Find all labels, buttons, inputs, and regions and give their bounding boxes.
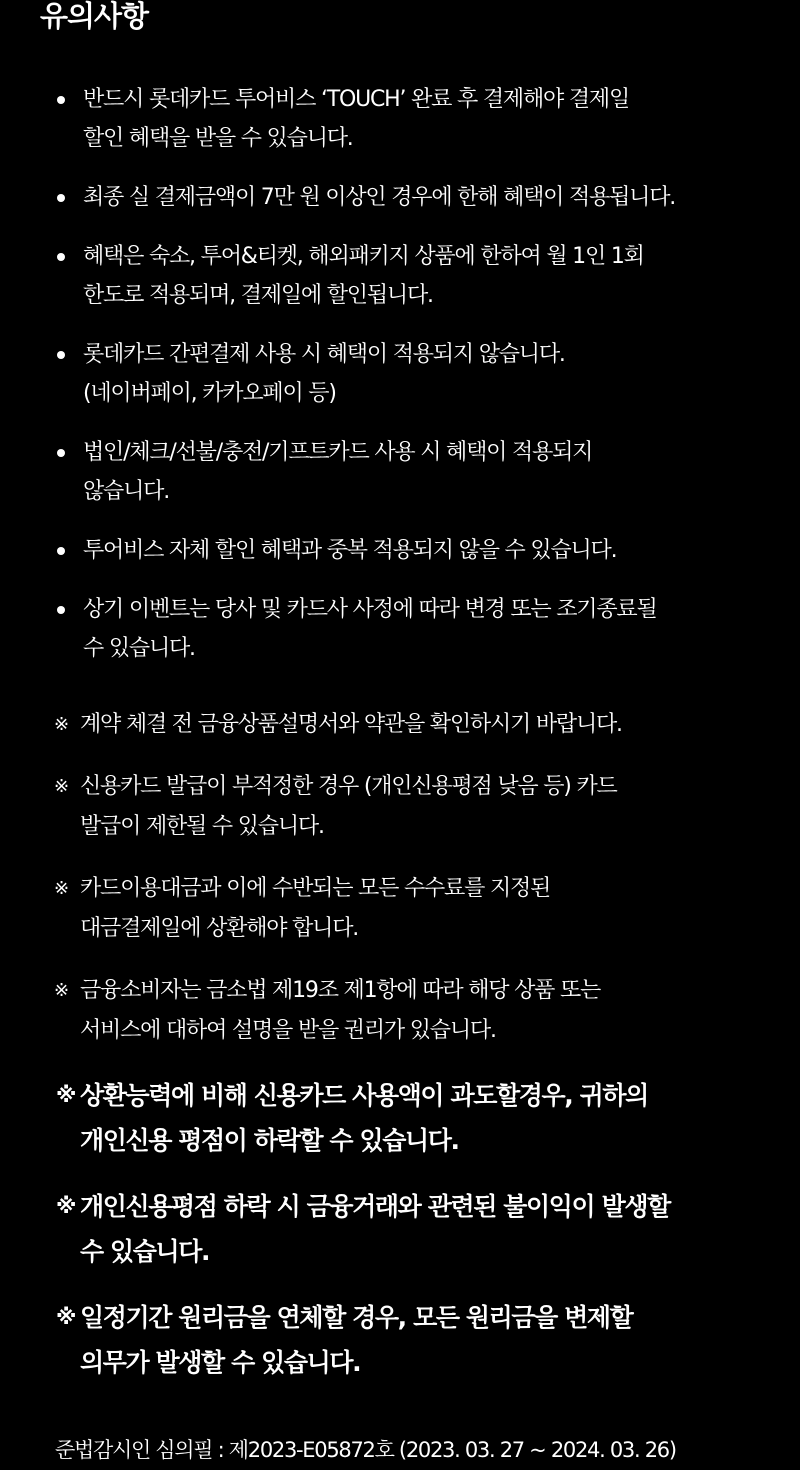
notice-bullet-item <box>0 531 800 570</box>
reference-mark-icon: ※ <box>56 1083 76 1107</box>
bullet-line: 않습니다. <box>83 479 170 504</box>
disclaimer-note <box>0 971 800 1051</box>
warning-line: 개인신용 평점이 하락할 수 있습니다. <box>80 1126 459 1155</box>
bullet-line: 혜택은 숙소, 투어&티켓, 해외패키지 상품에 한하여 월 1인 1회 <box>83 244 644 269</box>
notice-bullet-item <box>0 80 800 158</box>
bullet-line: 반드시 롯데카드 투어비스 ‘TOUCH’ 완료 후 결제해야 결제일 <box>83 87 629 112</box>
reference-mark-icon: ※ <box>56 1305 76 1329</box>
notice-bullet-item <box>0 237 800 315</box>
disclaimer-note <box>0 767 800 847</box>
bullet-line: 투어비스 자체 할인 혜택과 중복 적용되지 않을 수 있습니다. <box>83 538 617 563</box>
warning-note <box>0 1295 800 1385</box>
bullet-line: 수 있습니다. <box>83 636 195 661</box>
bullet-dot-icon <box>57 96 65 104</box>
reference-mark-icon: ※ <box>54 714 68 735</box>
warning-line: 일정기간 원리금을 연체할 경우, 모든 원리금을 변제할 <box>80 1303 633 1332</box>
notice-bullet-list <box>0 80 800 688</box>
warning-line: 상환능력에 비해 신용카드 사용액이 과도할경우, 귀하의 <box>80 1081 648 1110</box>
reference-mark-icon: ※ <box>54 878 68 899</box>
disclaimer-note <box>0 869 800 949</box>
notice-bullet-item <box>0 433 800 511</box>
warning-line: 의무가 발생할 수 있습니다. <box>80 1348 361 1377</box>
note-line: 계약 체결 전 금융상품설명서와 약관을 확인하시기 바랍니다. <box>80 712 622 737</box>
note-line: 대금결제일에 상환해야 합니다. <box>80 916 359 941</box>
bullet-dot-icon <box>57 253 65 261</box>
bullet-dot-icon <box>57 449 65 457</box>
reference-mark-icon: ※ <box>54 980 68 1001</box>
bullet-line: 상기 이벤트는 당사 및 카드사 사정에 따라 변경 또는 조기종료될 <box>83 597 657 622</box>
page-title: 유의사항 <box>40 0 149 33</box>
bullet-dot-icon <box>57 606 65 614</box>
notice-bullet-item <box>0 178 800 217</box>
compliance-approval-text: 준법감시인 심의필 : 제2023-E05872호 (2023. 03. 27 ~ 2024. 03. 26) <box>55 1438 676 1462</box>
warning-note <box>0 1184 800 1274</box>
bullet-dot-icon <box>57 351 65 359</box>
note-line: 신용카드 발급이 부적정한 경우 (개인신용평점 낮음 등) 카드 <box>80 774 617 799</box>
reference-mark-icon: ※ <box>56 1194 76 1218</box>
notice-bullet-item <box>0 590 800 668</box>
reference-mark-icon: ※ <box>54 776 68 797</box>
warning-line: 수 있습니다. <box>80 1237 210 1266</box>
bullet-line: 법인/체크/선불/충전/기프트카드 사용 시 혜택이 적용되지 <box>83 440 593 465</box>
note-line: 금융소비자는 금소법 제19조 제1항에 따라 해당 상품 또는 <box>80 978 601 1003</box>
warning-line: 개인신용평점 하락 시 금융거래와 관련된 불이익이 발생할 <box>80 1192 670 1221</box>
bullet-line: 최종 실 결제금액이 7만 원 이상인 경우에 한해 혜택이 적용됩니다. <box>83 185 676 210</box>
warning-note <box>0 1073 800 1163</box>
bullet-dot-icon <box>57 194 65 202</box>
note-line: 서비스에 대하여 설명을 받을 권리가 있습니다. <box>80 1018 496 1043</box>
bullet-line: 한도로 적용되며, 결제일에 할인됩니다. <box>83 283 433 308</box>
bullet-line: 롯데카드 간편결제 사용 시 혜택이 적용되지 않습니다. <box>83 342 565 367</box>
disclaimer-notes <box>0 705 800 1406</box>
bullet-line: (네이버페이, 카카오페이 등) <box>83 381 336 406</box>
bullet-dot-icon <box>57 547 65 555</box>
note-line: 카드이용대금과 이에 수반되는 모든 수수료를 지정된 <box>80 876 551 901</box>
note-line: 발급이 제한될 수 있습니다. <box>80 814 324 839</box>
bullet-line: 할인 혜택을 받을 수 있습니다. <box>83 126 353 151</box>
notice-bullet-item <box>0 335 800 413</box>
disclaimer-note <box>0 705 800 745</box>
